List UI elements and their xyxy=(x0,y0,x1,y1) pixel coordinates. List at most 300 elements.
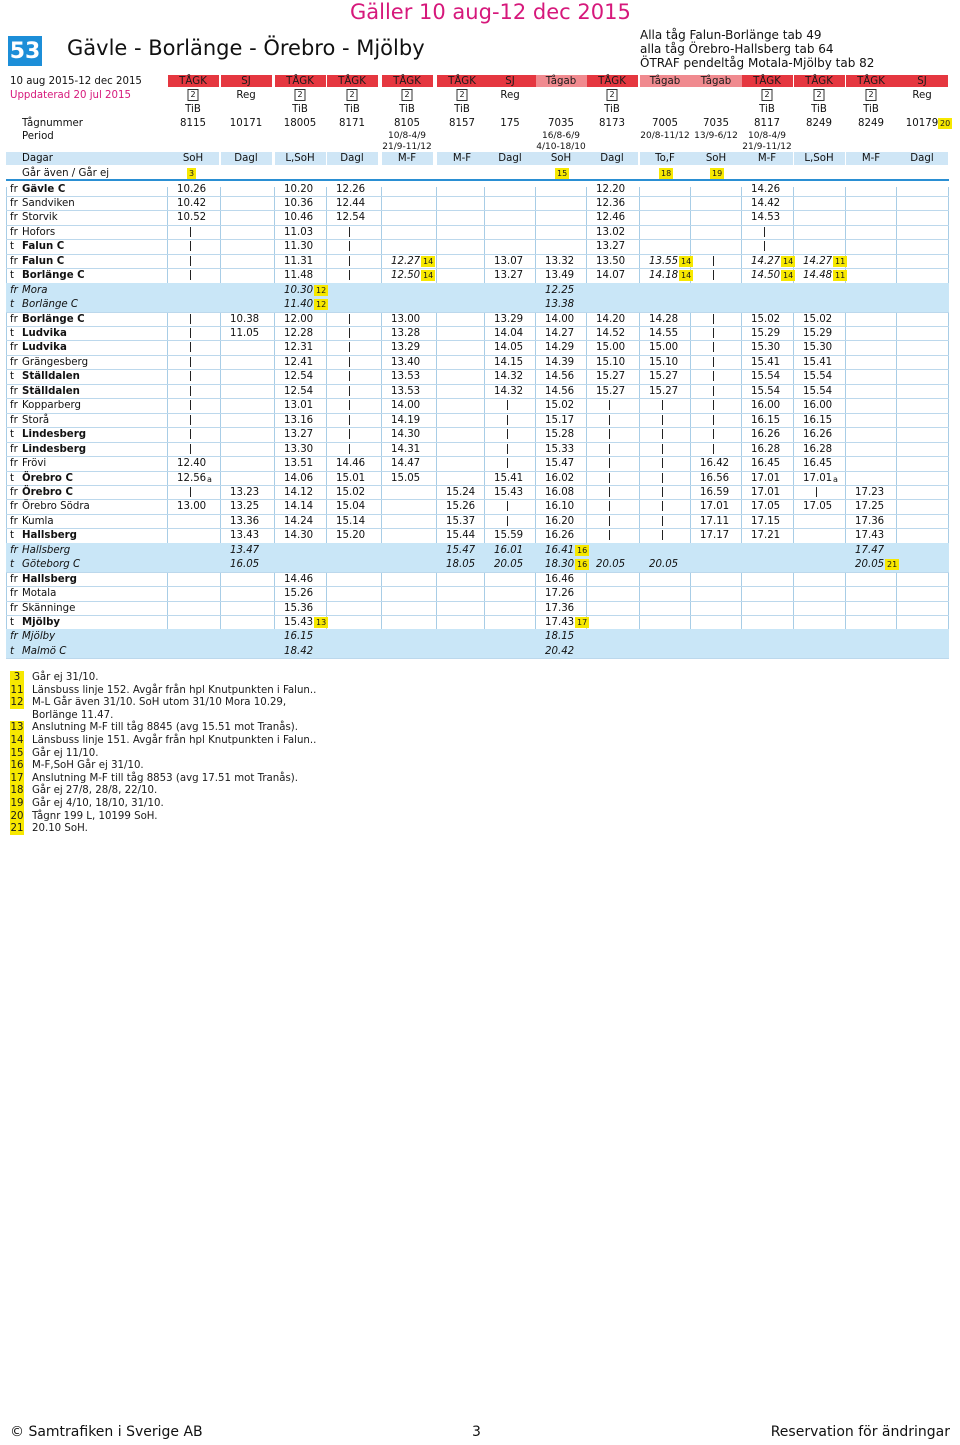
departure-time: 13.28 xyxy=(391,328,421,339)
carrier-label: TiB xyxy=(185,104,201,115)
period-value: 20/8-11/12 xyxy=(640,131,690,141)
column-divider xyxy=(896,187,897,655)
departure-time: 16.26 xyxy=(751,429,781,441)
class-icon: 2 xyxy=(814,89,825,101)
footnote-key: 18 xyxy=(10,785,24,797)
column-divider xyxy=(167,187,168,655)
departure-time: 15.47 xyxy=(545,458,575,470)
departure-time: 20.05 xyxy=(649,559,679,571)
departure-time: 16.00 xyxy=(803,400,833,412)
footnote-key: 14 xyxy=(10,735,24,746)
footnote-key: 17 xyxy=(10,772,24,784)
pass-through-mark xyxy=(190,357,191,367)
departure-time: 13.29 xyxy=(494,313,524,325)
pass-through-mark xyxy=(713,357,714,367)
departure-time: 12.56 xyxy=(177,472,207,484)
departure-time: 10.38 xyxy=(230,313,260,325)
departure-time: 16.26 xyxy=(545,530,575,542)
pass-through-mark xyxy=(609,473,610,483)
station-name: Ställdalen xyxy=(22,371,80,383)
departure-time: 14.00 xyxy=(545,313,575,325)
footnote-marker: 13 xyxy=(316,618,327,627)
footnote-key: 13 xyxy=(10,722,24,734)
departure-time: 16.01 xyxy=(494,544,524,556)
departure-time: 20.42 xyxy=(545,645,575,657)
station-name: Hallsberg xyxy=(22,573,77,585)
validity-banner: Gäller 10 aug-12 dec 2015 xyxy=(350,0,631,24)
station-direction: t xyxy=(10,617,14,628)
departure-time: 15.10 xyxy=(596,356,626,368)
departure-time: 12.41 xyxy=(284,356,314,368)
departure-time: 14.12 xyxy=(284,486,314,498)
departure-time: 14.30 xyxy=(284,530,314,542)
pass-through-mark xyxy=(713,342,714,352)
departure-time: 16.15 xyxy=(284,631,314,643)
footnote-marker: 3 xyxy=(189,169,195,178)
departure-time: 15.54 xyxy=(751,385,781,397)
departure-time: 13.02 xyxy=(596,226,626,238)
row-divider xyxy=(6,485,949,486)
departure-time: 15.24 xyxy=(446,486,476,498)
column-divider xyxy=(535,187,536,655)
departure-time: 13.29 xyxy=(391,342,421,354)
departure-time: 15.02 xyxy=(545,400,575,412)
departure-time: 15.04 xyxy=(336,501,366,513)
departure-time: 15.17 xyxy=(545,414,575,426)
departure-time: 16.15 xyxy=(751,414,781,426)
departure-time: 13.27 xyxy=(596,241,626,253)
copyright-text: © Samtrafiken i Sverige AB xyxy=(10,1424,203,1440)
departure-time: 14.29 xyxy=(545,342,575,354)
pass-through-mark xyxy=(190,328,191,338)
operator-label: TÅGK xyxy=(753,76,781,87)
footnote-text: M-L Går även 31/10. SoH utom 31/10 Mora 10.29, xyxy=(32,697,287,709)
departure-time: 17.01 xyxy=(803,472,833,484)
footnote xyxy=(10,696,286,709)
departure-time: 16.02 xyxy=(545,472,575,484)
departure-time: 15.00 xyxy=(596,342,626,354)
pass-through-mark xyxy=(609,501,610,511)
station-direction: fr xyxy=(10,255,18,267)
departure-time: 14.46 xyxy=(284,573,314,585)
departure-time: 15.27 xyxy=(649,371,679,383)
pass-through-mark xyxy=(713,386,714,396)
footnote-marker: a xyxy=(833,474,838,484)
days-value: Dagl xyxy=(234,153,258,164)
pass-through-mark xyxy=(190,256,191,266)
departure-time: 15.00 xyxy=(649,342,679,354)
pass-through-mark xyxy=(190,241,191,251)
departure-time: 14.00 xyxy=(391,400,421,412)
period-value: 10/8-4/9 xyxy=(748,131,786,141)
pass-through-mark xyxy=(507,429,508,439)
departure-time: 16.00 xyxy=(751,400,781,412)
departure-time: 13.47 xyxy=(230,544,260,556)
departure-time: 13.53 xyxy=(391,371,421,383)
period-value: 21/9-11/12 xyxy=(742,142,792,152)
operator-label: SJ xyxy=(241,76,251,87)
station-direction: fr xyxy=(10,501,18,513)
pass-through-mark xyxy=(816,487,817,497)
footnote-marker: 16 xyxy=(577,545,588,555)
pass-through-mark xyxy=(609,429,610,439)
departure-time: 13.32 xyxy=(545,255,575,267)
departure-time: 15.41 xyxy=(494,472,524,484)
departure-time: 13.25 xyxy=(230,501,260,513)
departure-time: 14.27 xyxy=(545,328,575,339)
train-number: 8171 xyxy=(339,118,365,129)
table-left-edge xyxy=(6,187,7,655)
departure-time: 14.06 xyxy=(284,472,314,484)
days-value: Dagl xyxy=(340,153,364,164)
station-name: Mjölby xyxy=(22,617,61,628)
pass-through-mark xyxy=(662,429,663,439)
footnote xyxy=(10,784,157,797)
departure-time: 13.55 xyxy=(649,255,679,267)
departure-time: 13.27 xyxy=(494,270,524,282)
station-direction: t xyxy=(10,270,14,282)
class-icon: 2 xyxy=(295,89,306,101)
pass-through-mark xyxy=(662,473,663,483)
station-direction: t xyxy=(10,429,14,441)
departure-time: 14.52 xyxy=(596,328,626,339)
departure-time: 14.14 xyxy=(284,501,314,513)
pass-through-mark xyxy=(349,444,350,454)
train-number: 8117 xyxy=(754,118,780,129)
departure-time: 14.56 xyxy=(545,385,575,397)
footnote xyxy=(10,772,298,785)
pass-through-mark xyxy=(349,256,350,266)
row-divider xyxy=(6,572,949,573)
pass-through-mark xyxy=(609,458,610,468)
station-direction: fr xyxy=(10,284,18,296)
footnote-text: Går ej 11/10. xyxy=(32,747,99,759)
footnote-text: Går ej 27/8, 28/8, 22/10. xyxy=(32,785,158,797)
departure-time: 13.53 xyxy=(391,385,421,397)
departure-time: 10.26 xyxy=(177,183,207,195)
pass-through-mark xyxy=(713,444,714,454)
station-direction: fr xyxy=(10,183,18,195)
departure-time: 15.28 xyxy=(545,429,575,441)
departure-time: 13.49 xyxy=(545,270,575,282)
note-line: Alla tåg Falun-Borlänge tab 49 xyxy=(640,28,822,42)
days-value: M-F xyxy=(861,153,881,164)
departure-time: 14.32 xyxy=(494,371,524,383)
station-name: Kopparberg xyxy=(22,400,81,412)
carrier-label: TiB xyxy=(811,104,827,115)
pass-through-mark xyxy=(662,530,663,540)
footnote xyxy=(10,747,99,760)
pass-through-mark xyxy=(349,227,350,237)
pass-through-mark xyxy=(349,371,350,381)
departure-time: 14.07 xyxy=(596,270,626,282)
footnote-marker: 17 xyxy=(577,618,588,627)
departure-time: 20.05 xyxy=(855,559,885,571)
pass-through-mark xyxy=(349,415,350,425)
station-direction: t xyxy=(10,241,14,253)
pass-through-mark xyxy=(609,400,610,410)
footnote-text: Anslutning M-F till tåg 8853 (avg 17.51 mot Tranås). xyxy=(32,772,298,784)
departure-time: 14.46 xyxy=(336,458,366,470)
footnote xyxy=(10,671,99,684)
train-number: 8115 xyxy=(180,118,206,129)
pass-through-mark xyxy=(507,501,508,511)
departure-time: 16.45 xyxy=(803,458,833,470)
departure-time: 18.30 xyxy=(545,559,575,571)
departure-time: 12.31 xyxy=(284,342,314,354)
departure-time: 18.15 xyxy=(545,631,575,643)
pass-through-mark xyxy=(190,342,191,352)
departure-time: 15.41 xyxy=(751,356,781,368)
departure-time: 13.00 xyxy=(177,501,207,513)
station-direction: t xyxy=(10,299,14,311)
station-direction: t xyxy=(10,559,14,571)
footnote xyxy=(10,721,298,734)
departure-time: 16.46 xyxy=(545,573,575,585)
connection-row-bg xyxy=(6,557,949,571)
column-divider xyxy=(436,187,437,655)
departure-time: 17.21 xyxy=(751,530,781,542)
footnote xyxy=(10,759,144,772)
departure-time: 10.42 xyxy=(177,197,207,209)
departure-time: 13.38 xyxy=(545,299,575,311)
pass-through-mark xyxy=(349,241,350,251)
days-value: M-F xyxy=(397,153,417,164)
row-divider xyxy=(6,528,949,529)
departure-time: 10.30 xyxy=(284,284,314,296)
column-divider xyxy=(484,187,485,655)
period-value: 10/8-4/9 xyxy=(388,131,426,141)
station-name: Lindesberg xyxy=(22,429,87,441)
departure-time: 15.10 xyxy=(649,356,679,368)
connection-row-bg xyxy=(6,283,949,297)
departure-time: 17.17 xyxy=(700,530,730,542)
station-direction: fr xyxy=(10,400,18,412)
station-direction: fr xyxy=(10,588,18,600)
departure-time: 14.28 xyxy=(649,313,679,325)
table-number-badge: 53 xyxy=(8,36,42,66)
pass-through-mark xyxy=(609,516,610,526)
row-divider xyxy=(6,225,949,226)
footnote xyxy=(10,684,316,697)
footnote-marker: 11 xyxy=(835,256,846,266)
departure-time: 14.05 xyxy=(494,342,524,354)
period-value: 16/8-6/9 xyxy=(542,131,580,141)
station-direction: fr xyxy=(10,631,18,643)
departure-time: 15.54 xyxy=(803,371,833,383)
pass-through-mark xyxy=(713,328,714,338)
departure-time: 15.59 xyxy=(494,530,524,542)
departure-time: 14.32 xyxy=(494,385,524,397)
station-direction: fr xyxy=(10,385,18,397)
class-label: Reg xyxy=(236,90,256,101)
footnote xyxy=(10,810,158,823)
pass-through-mark xyxy=(662,400,663,410)
station-name: Ludvika xyxy=(22,342,67,354)
connection-row-bg xyxy=(6,629,949,643)
note-line: alla tåg Örebro-Hallsberg tab 64 xyxy=(640,42,834,56)
station-name: Ludvika xyxy=(22,328,67,339)
station-direction: fr xyxy=(10,313,18,325)
station-direction: fr xyxy=(10,414,18,426)
operator-label: TÅGK xyxy=(448,76,476,87)
station-name: Storvik xyxy=(22,212,58,224)
departure-time: 16.05 xyxy=(230,559,260,571)
row-divider xyxy=(6,615,949,616)
station-direction: t xyxy=(10,371,14,383)
departure-time: 11.31 xyxy=(284,255,314,267)
footnote xyxy=(10,822,88,835)
footnote-marker: 16 xyxy=(577,560,588,570)
pass-through-mark xyxy=(713,429,714,439)
departure-time: 17.01 xyxy=(751,472,781,484)
operator-label: TÅGK xyxy=(286,76,314,87)
pass-through-mark xyxy=(190,444,191,454)
departure-time: 14.56 xyxy=(545,371,575,383)
departure-time: 12.36 xyxy=(596,197,626,209)
station-name: Motala xyxy=(22,588,57,600)
station-direction: fr xyxy=(10,342,18,354)
class-icon: 2 xyxy=(402,89,413,101)
column-divider xyxy=(326,187,327,655)
days-value: Dagl xyxy=(498,153,522,164)
footnote-marker: 14 xyxy=(681,256,692,266)
carrier-label: TiB xyxy=(292,104,308,115)
departure-time: 12.54 xyxy=(284,385,314,397)
departure-time: 14.31 xyxy=(391,443,421,455)
departure-time: 15.14 xyxy=(336,515,366,527)
footnote-marker: 14 xyxy=(681,271,692,281)
departure-time: 13.23 xyxy=(230,486,260,498)
departure-time: 17.43 xyxy=(855,530,885,542)
updated-label: Uppdaterad 20 jul 2015 xyxy=(10,90,131,101)
departure-time: 14.18 xyxy=(649,270,679,282)
pass-through-mark xyxy=(190,371,191,381)
pass-through-mark xyxy=(713,371,714,381)
departure-time: 15.54 xyxy=(803,385,833,397)
departure-time: 15.47 xyxy=(446,544,476,556)
operator-label: SJ xyxy=(505,76,515,87)
departure-time: 12.54 xyxy=(336,212,366,224)
pass-through-mark xyxy=(507,400,508,410)
row-divider xyxy=(6,514,949,515)
period-value: 13/9-6/12 xyxy=(694,131,738,141)
pass-through-mark xyxy=(662,415,663,425)
operator-label: TÅGK xyxy=(338,76,366,87)
departure-time: 17.36 xyxy=(855,515,885,527)
footnote-marker: 12 xyxy=(316,300,327,310)
header-divider xyxy=(6,179,949,181)
departure-time: 16.45 xyxy=(751,458,781,470)
train-number: 175 xyxy=(500,118,520,129)
departure-time: 15.43 xyxy=(284,617,314,628)
station-direction: t xyxy=(10,530,14,542)
station-direction: fr xyxy=(10,544,18,556)
departure-time: 15.30 xyxy=(803,342,833,354)
departure-time: 17.25 xyxy=(855,501,885,513)
station-name: Örebro C xyxy=(22,472,73,484)
departure-time: 16.59 xyxy=(700,486,730,498)
train-number: 7035 xyxy=(703,118,729,129)
connection-row-bg xyxy=(6,543,949,557)
departure-time: 11.30 xyxy=(284,241,314,253)
station-direction: fr xyxy=(10,197,18,209)
station-direction: fr xyxy=(10,226,18,238)
operator-label: TÅGK xyxy=(598,76,626,87)
departure-time: 15.27 xyxy=(596,385,626,397)
days-value: SoH xyxy=(705,153,727,164)
pass-through-mark xyxy=(507,458,508,468)
station-name: Lindesberg xyxy=(22,443,87,455)
pass-through-mark xyxy=(190,314,191,324)
connection-row-bg xyxy=(6,297,949,311)
departure-time: 14.15 xyxy=(494,356,524,368)
reservation-text: Reservation för ändringar xyxy=(770,1424,950,1440)
footnote-key: 11 xyxy=(10,684,24,696)
train-number: 8249 xyxy=(858,118,884,129)
column-divider xyxy=(381,187,382,655)
footnote-marker: 14 xyxy=(783,256,794,266)
station-name: Ställdalen xyxy=(22,385,80,397)
departure-time: 20.05 xyxy=(494,559,524,571)
departure-time: 16.42 xyxy=(700,458,730,470)
pass-through-mark xyxy=(349,429,350,439)
class-label: Reg xyxy=(500,90,520,101)
departure-time: 14.04 xyxy=(494,328,524,339)
footnote-text: Går ej 31/10. xyxy=(32,672,99,683)
departure-time: 12.54 xyxy=(284,371,314,383)
departure-time: 10.46 xyxy=(284,212,314,224)
footnote-marker: 12 xyxy=(316,285,327,295)
connection-row-bg xyxy=(6,644,949,658)
pass-through-mark xyxy=(349,342,350,352)
class-icon: 2 xyxy=(188,89,199,101)
footnote xyxy=(10,797,164,810)
column-divider xyxy=(741,187,742,655)
days-value: To,F xyxy=(655,153,675,164)
departure-time: 14.48 xyxy=(803,270,833,282)
station-name: Borlänge C xyxy=(22,313,85,325)
departure-time: 16.28 xyxy=(803,443,833,455)
departure-time: 14.20 xyxy=(596,313,626,325)
row-divider xyxy=(6,601,949,602)
footnote-key: 3 xyxy=(10,671,24,684)
pass-through-mark xyxy=(349,400,350,410)
pass-through-mark xyxy=(713,314,714,324)
days-value: SoH xyxy=(182,153,204,164)
departure-time: 14.30 xyxy=(391,429,421,441)
departure-time: 13.43 xyxy=(230,530,260,542)
departure-time: 18.05 xyxy=(446,559,476,571)
class-icon: 2 xyxy=(607,89,618,101)
departure-time: 10.36 xyxy=(284,197,314,209)
departure-time: 16.20 xyxy=(545,515,575,527)
station-name: Falun C xyxy=(22,241,65,253)
pass-through-mark xyxy=(713,256,714,266)
departure-time: 15.01 xyxy=(336,472,366,484)
pass-through-mark xyxy=(609,530,610,540)
pass-through-mark xyxy=(609,487,610,497)
departure-time: 15.37 xyxy=(446,515,476,527)
departure-time: 14.42 xyxy=(751,197,781,209)
days-value: M-F xyxy=(452,153,472,164)
operator-label: SJ xyxy=(917,76,927,87)
departure-time: 12.44 xyxy=(336,197,366,209)
train-number: 7035 xyxy=(548,118,574,129)
departure-time: 15.29 xyxy=(751,328,781,339)
departure-time: 15.27 xyxy=(596,371,626,383)
footnote-marker: 21 xyxy=(887,560,898,570)
